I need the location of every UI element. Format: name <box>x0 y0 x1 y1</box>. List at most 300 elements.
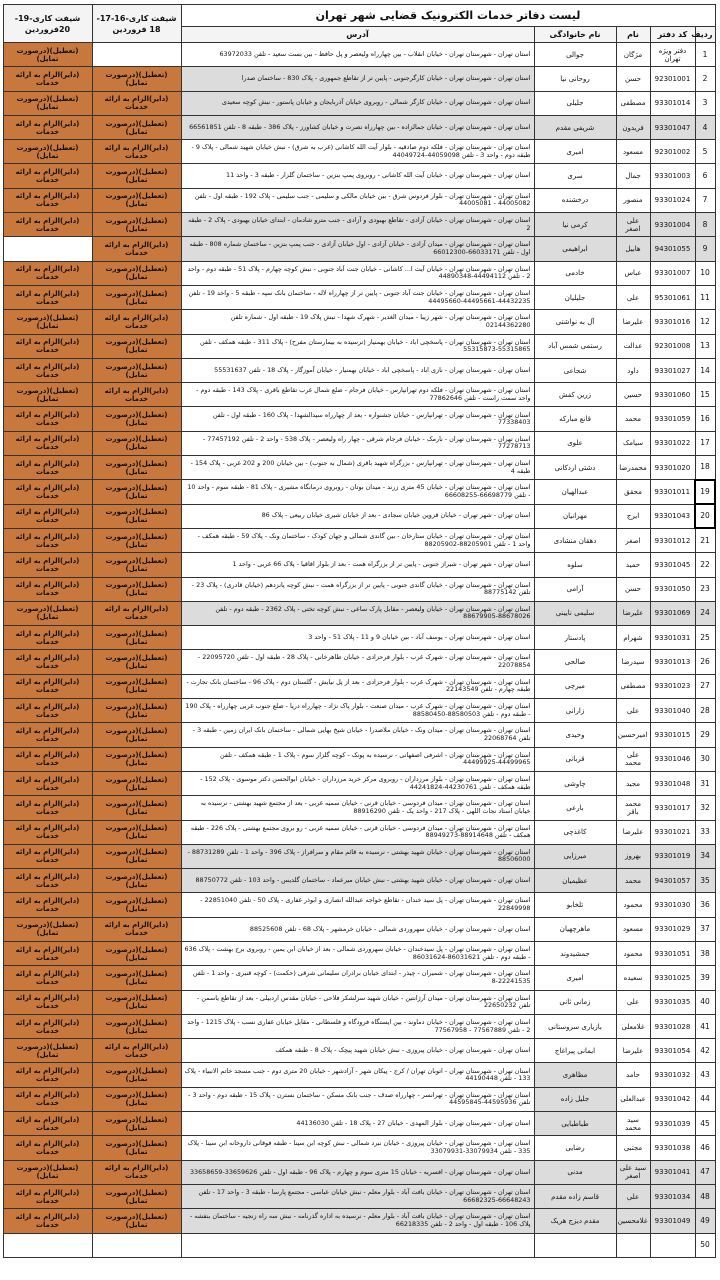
shift1-status: (تعطیل)(درصورت تمایل) <box>92 844 181 868</box>
shift1-status: (تعطیل)(درصورت تمایل) <box>92 1087 181 1111</box>
table-row <box>3 699 715 723</box>
row-index: 14 <box>695 358 715 382</box>
shift1-status: (تعطیل)(درصورت تمایل) <box>92 431 181 455</box>
shift1-status: (دایر)الزام به ارائه خدمات <box>92 1160 181 1184</box>
shift1-status: (تعطیل)(درصورت تمایل) <box>92 820 181 844</box>
first-name: علیرضا <box>616 820 650 844</box>
shift2-status: (دایر)الزام به ارائه خدمات <box>3 164 92 188</box>
shift1-status: (تعطیل)(درصورت تمایل) <box>92 553 181 577</box>
shift2-status: (دایر)الزام به ارائه خدمات <box>3 188 92 212</box>
office-code: 93301039 <box>650 1112 695 1136</box>
table-row <box>3 456 715 480</box>
first-name: محمد <box>616 407 650 431</box>
row-index: 11 <box>695 285 715 309</box>
office-address: استان تهران - شهرستان تهران - فلکه دوم تهرانپارس - خیابان فرجام - ضلع شمال غرب تقاطع باقری - پلاک 143 - طبقه دوم - واحد سمت راست - تلفن 77862646 <box>181 383 534 407</box>
office-code: 93301030 <box>650 893 695 917</box>
first-name: مسعود <box>616 917 650 941</box>
office-code: 93301048 <box>650 771 695 795</box>
first-name: محمد <box>616 869 650 893</box>
last-name: بارعی <box>534 796 616 820</box>
office-code: 93301020 <box>650 456 695 480</box>
shift1-status: (تعطیل)(درصورت تمایل) <box>92 1136 181 1160</box>
shift1-status: (دایر)الزام به ارائه خدمات <box>92 601 181 625</box>
office-address: استان تهران - شهرستان تهران - خیابان جمالزاده - بین چهارراه نصرت و خیابان کشاورز - پلاک 386 - طبقه 8 - تلفن 66561851 <box>181 115 534 139</box>
office-address: استان تهران - شهرستان تهران - شهرک غرب - بلوار فرحزادی - خیابان طاهرخانی - پلاک 28 - طبقه اول - تلفن 22095720 - 22078854 <box>181 650 534 674</box>
office-code: 93301050 <box>650 577 695 601</box>
office-code: 93301035 <box>650 990 695 1014</box>
first-name: حمید <box>616 553 650 577</box>
shift2-status: (دایر)الزام به ارائه خدمات <box>3 285 92 309</box>
office-code: 93301012 <box>650 528 695 552</box>
row-index: 16 <box>695 407 715 431</box>
table-row <box>3 43 715 67</box>
shift2-status: (تعطیل)(درصورت تمایل) <box>3 91 92 115</box>
last-name: علوی <box>534 431 616 455</box>
shift2-status: (دایر)الزام به ارائه خدمات <box>3 1063 92 1087</box>
table-row <box>3 747 715 771</box>
shift1-status: (تعطیل)(درصورت تمایل) <box>92 528 181 552</box>
office-code: 93301034 <box>650 1184 695 1208</box>
office-address: استان تهران - شهرستان تهران - خیابان بافت آباد - بلوار معلم - نرسیده به اداره گذرنامه - نبش سه راه زنجیه - ساختمان بنفشه - پلاک 106 - طبقه اول - واحد 2 - تلفن 66218335 <box>181 1209 534 1233</box>
shift1-status: (تعطیل)(درصورت تمایل) <box>92 407 181 431</box>
row-index: 48 <box>695 1184 715 1208</box>
office-code: 93301016 <box>650 310 695 334</box>
shift2-status: (دایر)الزام به ارائه خدمات <box>3 115 92 139</box>
shift2-status: (دایر)الزام به ارائه خدمات <box>3 650 92 674</box>
table-row <box>3 650 715 674</box>
office-address: استان تهران - شهرستان تهران - میدان آرژانتین - خیابان شهید سرلشکر فلاحی - خیابان مقدس اردبیلی - بعد از تقاطع یاسمن - تلفن 22650232 <box>181 990 534 1014</box>
row-index: 50 <box>695 1233 715 1257</box>
first-name: حسن <box>616 577 650 601</box>
row-index: 23 <box>695 577 715 601</box>
shift2-status: (دایر)الزام به ارائه خدمات <box>3 213 92 237</box>
table-row <box>3 115 715 139</box>
first-name: مژگان <box>616 43 650 67</box>
row-index: 29 <box>695 723 715 747</box>
shift2-status: (دایر)الزام به ارائه خدمات <box>3 771 92 795</box>
office-code: 93301021 <box>650 820 695 844</box>
first-name: سید محمد <box>616 1112 650 1136</box>
last-name: سری <box>534 164 616 188</box>
office-code: 93301011 <box>650 480 695 504</box>
first-name: علی <box>616 1184 650 1208</box>
first-name: غلامحسین <box>616 1209 650 1233</box>
table-row <box>3 67 715 91</box>
last-name: مظاهری <box>534 1063 616 1087</box>
document-title: لیست دفاتر خدمات الکترونیک قضایی شهر تهران <box>181 5 715 27</box>
office-code: 92301002 <box>650 140 695 164</box>
shift1-status: (تعطیل)(درصورت تمایل) <box>92 261 181 285</box>
shift1-status: (تعطیل)(درصورت تمایل) <box>92 626 181 650</box>
office-address: استان تهران - شهرستان تهران - میدان آزادی - خیابان آزادی - اول خیابان آزادی - جنب پمپ بنزین - ساختمان شماره 808 - طبقه اول - تلفن 66033171-66012300 <box>181 237 534 261</box>
row-index: 46 <box>695 1136 715 1160</box>
shift2-status: (تعطیل)(درصورت تمایل) <box>3 1039 92 1063</box>
shift1-status: (تعطیل)(درصورت تمایل) <box>92 504 181 528</box>
shift2-status: (تعطیل)(درصورت تمایل) <box>3 601 92 625</box>
table-row <box>3 285 715 309</box>
shift2-status: (دایر)الزام به ارائه خدمات <box>3 674 92 698</box>
office-code: 93301019 <box>650 844 695 868</box>
shift1-status: (تعطیل)(درصورت تمایل) <box>92 188 181 212</box>
row-index: 39 <box>695 966 715 990</box>
row-index: 17 <box>695 431 715 455</box>
first-name: غلامعلی <box>616 1014 650 1038</box>
first-name: اصغر <box>616 528 650 552</box>
last-name: امیری <box>534 966 616 990</box>
office-code: 93301014 <box>650 91 695 115</box>
office-code: 93301004 <box>650 213 695 237</box>
office-code: 93301041 <box>650 1160 695 1184</box>
shift2-status: (دایر)الزام به ارائه خدمات <box>3 480 92 504</box>
last-name: قانع مبارکه <box>534 407 616 431</box>
table-row <box>3 213 715 237</box>
last-name: بازیاری سروستانی <box>534 1014 616 1038</box>
last-name: وحیدی <box>534 723 616 747</box>
office-address: استان تهران - شهرستان تهران - شهرک غرب - میدان صنعت - بلوار پاک نژاد - چهارراه دریا - ضلع جنوب غربی چهارراه - پلاک 190 - طبقه دوم - تلفن 88580503-88580450 <box>181 699 534 723</box>
last-name: پادستار <box>534 626 616 650</box>
first-name: عبدالعلی <box>616 1087 650 1111</box>
last-name: ایمانی پیراغاج <box>534 1039 616 1063</box>
office-code: 93301051 <box>650 941 695 965</box>
row-index: 40 <box>695 990 715 1014</box>
table-row <box>3 796 715 820</box>
last-name: مدنی <box>534 1160 616 1184</box>
office-address: استان تهران - شهرستان تهران - پل سیدخندان - خیابان سهروردی شمالی - بعد از خیابان ابن یمین - روبروی برج بهشت - پلاک 636 - طبقه دوم - تلفن 86031621-86031624 <box>181 941 534 965</box>
row-index: 45 <box>695 1112 715 1136</box>
first-name: عباس <box>616 261 650 285</box>
shift2-status: (دایر)الزام به ارائه خدمات <box>3 699 92 723</box>
last-name: قربانی <box>534 747 616 771</box>
office-address: استان تهران - شهرستان تهران - خیابان دماوند - بین ایستگاه فرودگاه و فلسطانی - مقابل خیابان غفاری نسب - پلاک 1215 - واحد 2 - تلفن 77567889 - 77567958 <box>181 1014 534 1038</box>
office-address: استان تهران - شهرستان تهران - خیابان انقلاب - بین چهارراه ولیعصر و پل حافظ - بین بست سعید - تلفن 63972033 <box>181 43 534 67</box>
table-row <box>3 869 715 893</box>
office-address: استان تهران - شهر تهران - شیراز جنوبی - پایین تر از بزرگراه همت - بعد از بلوار اقاقیا - پلاک 66 غربی - واحد 1 <box>181 553 534 577</box>
office-code: 93301015 <box>650 723 695 747</box>
office-code: 93301054 <box>650 1039 695 1063</box>
shift1-status: (دایر)الزام به ارائه خدمات <box>92 140 181 164</box>
office-address: استان تهران - شهرستان تهران - خیابان پیروزی - خیابان نبرد شمالی - نبش کوچه ابن سینا - طبقه فوقانی داروخانه ابن سینا - پلاک 335 - تلفن 33079934-33079931 <box>181 1136 534 1160</box>
shift2-status: (دایر)الزام به ارائه خدمات <box>3 431 92 455</box>
row-index: 19 <box>695 480 715 504</box>
first-name: مجید <box>616 771 650 795</box>
last-name: امیری <box>534 140 616 164</box>
table-row <box>3 771 715 795</box>
last-name: عظیمیان <box>534 869 616 893</box>
table-row <box>3 1087 715 1111</box>
first-name: جمال <box>616 164 650 188</box>
office-code: 93301017 <box>650 796 695 820</box>
office-address: استان تهران - شهرستان تهران - یوسف آباد - بین خیابان 9 و 11 - پلاک 51 - واحد 3 <box>181 626 534 650</box>
shift1-status: (دایر)الزام به ارائه خدمات <box>92 917 181 941</box>
table-row <box>3 966 715 990</box>
shift1-status: (تعطیل)(درصورت تمایل) <box>92 1112 181 1136</box>
table-row <box>3 893 715 917</box>
first-name: محمود <box>616 941 650 965</box>
shift1-status: (تعطیل)(درصورت تمایل) <box>92 796 181 820</box>
office-address: استان تهران - شهرستان تهران - شمیران - چیذر - ابتدای خیابان برادران سلیمانی شرقی (حکمت) - کوچه قنبری - واحد 1 - تلفن 22241535-8 <box>181 966 534 990</box>
shift2-status: (تعطیل)(درصورت تمایل) <box>3 140 92 164</box>
office-code: 94301057 <box>650 869 695 893</box>
office-code: 93301042 <box>650 1087 695 1111</box>
office-address: استان تهران - شهرستان تهران - بلوار مرزداران - روبروی مرکز خرید مرزداران - خیابان ابوالحسن دکتر موسوی - پلاک 152 - طبقه همکف - تلفن 44230761-44241824 <box>181 771 534 795</box>
row-index: 36 <box>695 893 715 917</box>
office-code: 93301025 <box>650 966 695 990</box>
last-name: ماهرچهیان <box>534 917 616 941</box>
last-name: آل به نواشتی <box>534 310 616 334</box>
office-address: استان تهران - شهرستان تهران - نازی اباد - پاسخچی اباد - خیابان بهمنیار - خیابان آموزگار - پلاک 18 - تلفن 55531637 <box>181 358 534 382</box>
last-name: عبدالهیان <box>534 480 616 504</box>
first-name: علیرضا <box>616 1039 650 1063</box>
first-name: سیدرضا <box>616 650 650 674</box>
shift2-status: (دایر)الزام به ارائه خدمات <box>3 1112 92 1136</box>
office-address: استان تهران - شهرستان تهران - خیابان آیت الله کاشانی - روبروی پمپ بنزین - ساختمان گلزار - طبقه 3 - واحد 11 <box>181 164 534 188</box>
last-name: میرزایی <box>534 844 616 868</box>
table-row <box>3 1184 715 1208</box>
shift2-status: (دایر)الزام به ارائه خدمات <box>3 1087 92 1111</box>
office-address: استان تهران - شهرستان تهران - فلکه دوم صادقیه - بلوار آیت الله کاشانی (غرب به شرق) - نبش خیابان شهید شمالی - پلاک 9 - طبقه دوم - واحد 3 - تلفن 44059098-44049724 <box>181 140 534 164</box>
last-name: آرامی <box>534 577 616 601</box>
shift2-status: (تعطیل)(درصورت تمایل) <box>3 1160 92 1184</box>
empty-cell <box>92 1233 181 1257</box>
table-row <box>3 1014 715 1038</box>
office-code: 93301046 <box>650 747 695 771</box>
office-code: 93301043 <box>650 504 695 528</box>
table-row <box>3 1112 715 1136</box>
shift2-status: (دایر)الزام به ارائه خدمات <box>3 1184 92 1208</box>
office-address: استان تهران - شهرستان تهران - بلوار فردوس شرق - بین خیابان مالکی و سلیمی - جنب سلیمی - پلاک 192 - طبقه اول - تلفن 44005082 - 44005081 <box>181 188 534 212</box>
shift1-status: (تعطیل)(درصورت تمایل) <box>92 1209 181 1233</box>
first-name: حامد <box>616 1063 650 1087</box>
shift1-status: (تعطیل)(درصورت تمایل) <box>92 1184 181 1208</box>
table-row <box>3 188 715 212</box>
last-name: خادمی <box>534 261 616 285</box>
shift1-status: (تعطیل)(درصورت تمایل) <box>92 115 181 139</box>
last-name: زارانی <box>534 699 616 723</box>
first-name: شهرام <box>616 626 650 650</box>
first-name: امیرحسین <box>616 723 650 747</box>
document-page <box>4 4 716 1276</box>
last-name: دشتی اردکانی <box>534 456 616 480</box>
table-row <box>3 1160 715 1184</box>
shift1-status: (تعطیل)(درصورت تمایل) <box>92 1014 181 1038</box>
row-index: 33 <box>695 820 715 844</box>
table-row <box>3 941 715 965</box>
first-name: سعیده <box>616 966 650 990</box>
first-name: مصطفی <box>616 91 650 115</box>
shift1-status: (تعطیل)(درصورت تمایل) <box>92 650 181 674</box>
first-name: حسن <box>616 67 650 91</box>
table-row <box>3 383 715 407</box>
shift2-status: (دایر)الزام به ارائه خدمات <box>3 990 92 1014</box>
last-name: مقدم دیزج هریک <box>534 1209 616 1233</box>
row-index: 3 <box>695 91 715 115</box>
first-name: علی اصغر <box>616 213 650 237</box>
row-index: 35 <box>695 869 715 893</box>
office-address: استان تهران - شهرستان تهران - شهرک غرب - بلوار فرحزادی - بعد از پل نیایش - گلستان دوم - پلاک 96 - ساختمان بانک تجارت - طبقه چهارم - تلفن 22143549 <box>181 674 534 698</box>
shift2-status: (دایر)الزام به ارائه خدمات <box>3 893 92 917</box>
row-index: 27 <box>695 674 715 698</box>
row-index: 15 <box>695 383 715 407</box>
shift2-status: (دایر)الزام به ارائه خدمات <box>3 966 92 990</box>
row-index: 43 <box>695 1063 715 1087</box>
first-name: محقق <box>616 480 650 504</box>
last-name: درخشنده <box>534 188 616 212</box>
row-index: 32 <box>695 796 715 820</box>
table-row <box>3 261 715 285</box>
office-code: 93301047 <box>650 115 695 139</box>
shift2-status: (دایر)الزام به ارائه خدمات <box>3 358 92 382</box>
shift2-status: (دایر)الزام به ارائه خدمات <box>3 941 92 965</box>
row-index: 24 <box>695 601 715 625</box>
shift2-status: (دایر)الزام به ارائه خدمات <box>3 869 92 893</box>
office-code: 93301032 <box>650 1063 695 1087</box>
table-row <box>3 577 715 601</box>
office-code: 93301040 <box>650 699 695 723</box>
row-index: 31 <box>695 771 715 795</box>
office-code: 93301029 <box>650 917 695 941</box>
table-row <box>3 1233 715 1257</box>
last-name: سلیمی نایینی <box>534 601 616 625</box>
shift1-status: (دایر)الزام به ارائه خدمات <box>92 91 181 115</box>
office-address: استان تهران - شهرستان تهران - خیابان کارگر شمالی - روبروی خیابان آذربایجان و خیابان پاستور - نبش کوچه سعیدی <box>181 91 534 115</box>
table-row <box>3 310 715 334</box>
header-index: ردیف <box>695 27 715 43</box>
row-index: 37 <box>695 917 715 941</box>
table-row <box>3 358 715 382</box>
office-address: استان تهران - شهرستان تهران - خیابان جنت آباد جنوبی - پایین تر از چهارراه لاله - ساختمان بانک سپه - طبقه 5 - واحد 19 - تلفن 44432235-44495661-44495660 <box>181 285 534 309</box>
row-index: 22 <box>695 553 715 577</box>
first-name: ایرج <box>616 504 650 528</box>
first-name: علی محمد <box>616 747 650 771</box>
shift2-status: (دایر)الزام به ارائه خدمات <box>3 456 92 480</box>
table-row <box>3 1039 715 1063</box>
last-name: ابراهیمی <box>534 237 616 261</box>
last-name: رستمی شمس آباد <box>534 334 616 358</box>
shift2-status: (دایر)الزام به ارائه خدمات <box>3 577 92 601</box>
shift1-status: (تعطیل)(درصورت تمایل) <box>92 577 181 601</box>
shift1-status: (تعطیل)(درصورت تمایل) <box>92 674 181 698</box>
shift1-status: (تعطیل)(درصورت تمایل) <box>92 941 181 965</box>
office-address: استان تهران - شهرستان تهران - تهرانپارس - بزرگراه شهید باقری (شمال به جنوب) - بین خیابان 200 و 202 غربی - پلاک 154 - طبقه 4 <box>181 456 534 480</box>
table-row <box>3 334 715 358</box>
office-code: 93301013 <box>650 650 695 674</box>
table-row <box>3 431 715 455</box>
last-name: جوالی <box>534 43 616 67</box>
last-name: شریفی مقدم <box>534 115 616 139</box>
table-row <box>3 1063 715 1087</box>
office-address: استان تهران - شهرستان تهران - خیابان آزادی - تقاطع بهبودی و آزادی - جنب مترو شادمان - ابتدای خیابان بهبودی - پلاک 2 - طبقه 2 <box>181 213 534 237</box>
first-name: منصور <box>616 188 650 212</box>
table-row <box>3 990 715 1014</box>
shift1-status: (تعطیل)(درصورت تمایل) <box>92 771 181 795</box>
office-code: 94301055 <box>650 237 695 261</box>
row-index: 7 <box>695 188 715 212</box>
shift2-status: (دایر)الزام به ارائه خدمات <box>3 796 92 820</box>
row-index: 18 <box>695 456 715 480</box>
first-name: علی <box>616 699 650 723</box>
office-address: استان تهران - شهرستان تهران - افسریه - خیابان 15 متری سوم و چهارم - پلاک 96 - طبقه اول - تلفن 33659626-33658659 <box>181 1160 534 1184</box>
office-code: 93301060 <box>650 383 695 407</box>
table-row <box>3 820 715 844</box>
table-row <box>3 674 715 698</box>
last-name: تلخابو <box>534 893 616 917</box>
table-row <box>3 91 715 115</box>
shift1-header: شیفت کاری-16-17-18 فروردین <box>92 5 181 43</box>
last-name: کرمی نیا <box>534 213 616 237</box>
office-code: 93301003 <box>650 164 695 188</box>
office-address: استان تهران - شهرستان تهران - خیابان سهروردی شمالی - خیابان خرمشهر - پلاک 68 - تلفن 88525608 <box>181 917 534 941</box>
last-name: چاوشی <box>534 771 616 795</box>
office-address: استان تهران - شهرستان تهران - نارمک - خیابان فرجام شرقی - چهار راه ولیعصر - پلاک 538 - واحد 2 - تلفن 77457192 - 77278713 <box>181 431 534 455</box>
row-index: 47 <box>695 1160 715 1184</box>
empty-cell <box>181 1233 534 1257</box>
office-address: استان تهران - شهرستان تهران - اتوبان تهران / کرج - پیکان شهر - آزادشهر - خیابان 20 متری دوم - جنب مسجد خاتم الانبیاء - پلاک 133 - تلفن 44190448 <box>181 1063 534 1087</box>
shift1-status: (تعطیل)(درصورت تمایل) <box>92 723 181 747</box>
table-row <box>3 553 715 577</box>
last-name: روحانی نیا <box>534 67 616 91</box>
last-name: مهرانیان <box>534 504 616 528</box>
office-address: استان تهران - شهرستان تهران - شهر زیبا - میدان الغدیر - شهرک شهدا - نبش پلاک 19 - طبقه اول - شماره تلفن 02144362280 <box>181 310 534 334</box>
shift2-status: (دایر)الزام به ارائه خدمات <box>3 67 92 91</box>
first-name: علیرضا <box>616 310 650 334</box>
shift1-status: (تعطیل)(درصورت تمایل) <box>92 456 181 480</box>
shift2-status: (دایر)الزام به ارائه خدمات <box>3 528 92 552</box>
shift2-status: (دایر)الزام به ارائه خدمات <box>3 334 92 358</box>
office-code: 93301031 <box>650 626 695 650</box>
shift2-status: (دایر)الزام به ارائه خدمات <box>3 844 92 868</box>
shift2-header: شیفت کاری-19-20فروردین <box>3 5 92 43</box>
shift1-status: (دایر)الزام به ارائه خدمات <box>92 1039 181 1063</box>
first-name: محمود <box>616 893 650 917</box>
row-index: 25 <box>695 626 715 650</box>
office-address: استان تهران - شهرستان تهران - خیابان شهید بهشتی - نبش خیابان میرعماد - ساختمان گلدیس - واحد 103 - تلفن 88750772 <box>181 869 534 893</box>
first-name: مصطفی <box>616 674 650 698</box>
table-row <box>3 626 715 650</box>
office-code: 93301007 <box>650 261 695 285</box>
shift1-status: (تعطیل)(درصورت تمایل) <box>92 869 181 893</box>
last-name: طباطبایی <box>534 1112 616 1136</box>
shift1-status <box>92 43 181 67</box>
table-row <box>3 237 715 261</box>
shift1-status: (تعطیل)(درصورت تمایل) <box>92 966 181 990</box>
shift2-status: (تعطیل)(درصورت تمایل) <box>3 383 92 407</box>
table-row <box>3 480 715 504</box>
shift1-status: (تعطیل)(درصورت تمایل) <box>92 164 181 188</box>
row-index: 4 <box>695 115 715 139</box>
empty-cell <box>650 1233 695 1257</box>
last-name: زرین کفش <box>534 383 616 407</box>
last-name: قاسم زاده مقدم <box>534 1184 616 1208</box>
office-code: 93301049 <box>650 1209 695 1233</box>
first-name: علی <box>616 990 650 1014</box>
last-name: شجاعی <box>534 358 616 382</box>
office-address: استان تهران - شهرستان تهران - اشرفی اصفهانی - نرسیده به پونک - کوچه گلزار سوم - پلاک 1 - طبقه همکف - تلفن 44499965-44499925 <box>181 747 534 771</box>
empty-cell <box>3 1233 92 1257</box>
last-name: دهقان منشادی <box>534 528 616 552</box>
shift1-status: (دایر)الزام به ارائه خدمات <box>92 237 181 261</box>
first-name: سید علی اصغر <box>616 1160 650 1184</box>
shift1-status: (تعطیل)(درصورت تمایل) <box>92 334 181 358</box>
offices-table <box>3 4 717 1258</box>
first-name: علیرضا <box>616 601 650 625</box>
shift1-status: (دایر)الزام به ارائه خدمات <box>92 383 181 407</box>
shift2-status: (تعطیل)(درصورت تمایل) <box>3 43 92 67</box>
row-index: 41 <box>695 1014 715 1038</box>
shift1-status: (دایر)الزام به ارائه خدمات <box>92 310 181 334</box>
shift2-status: (دایر)الزام به ارائه خدمات <box>3 261 92 285</box>
shift2-status: (دایر)الزام به ارائه خدمات <box>3 1136 92 1160</box>
first-name: داود <box>616 358 650 382</box>
